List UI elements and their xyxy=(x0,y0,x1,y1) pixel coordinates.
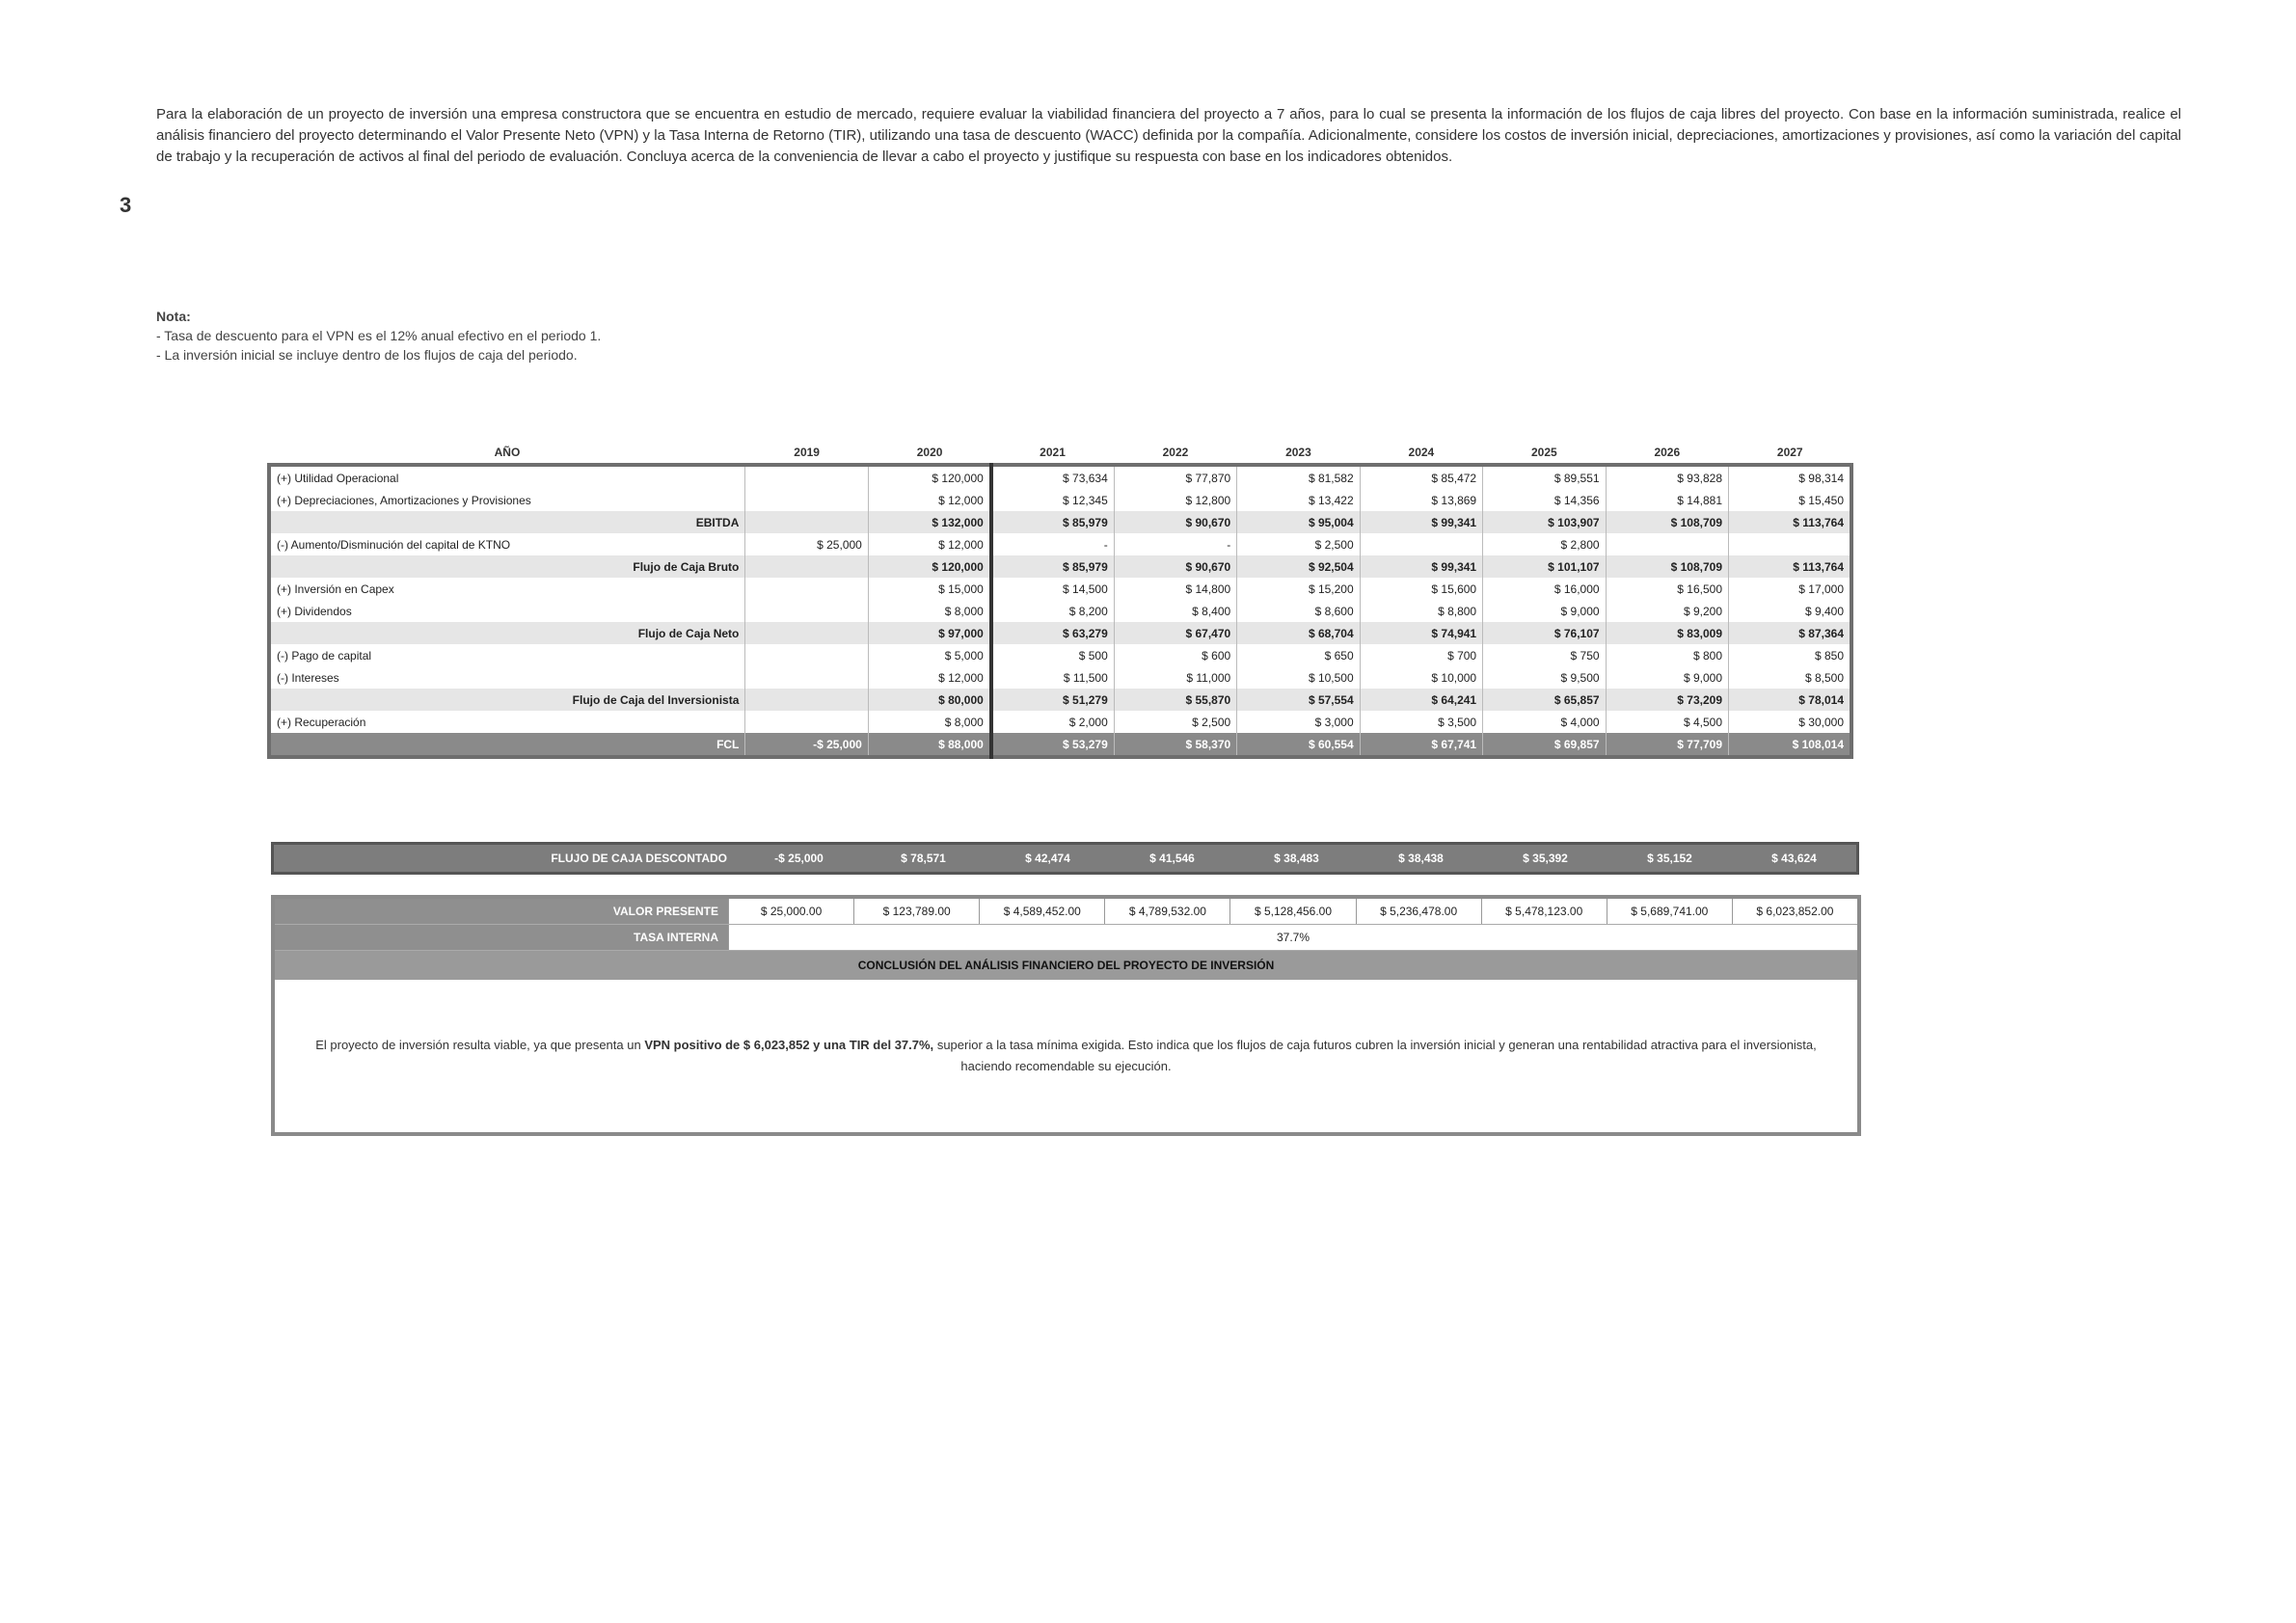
cell-value: $ 10,000 xyxy=(1360,666,1482,689)
cell-value: $ 81,582 xyxy=(1237,465,1360,489)
conclusion-banner: CONCLUSIÓN DEL ANÁLISIS FINANCIERO DEL PROYECTO DE INVERSIÓN xyxy=(275,951,1857,980)
discounted-value: $ 38,438 xyxy=(1398,852,1444,865)
row-label: (+) Depreciaciones, Amortizaciones y Provisiones xyxy=(269,489,745,511)
cell-value: $ 51,279 xyxy=(991,689,1114,711)
cell-value: $ 90,670 xyxy=(1114,555,1236,578)
table-row xyxy=(269,689,1851,711)
cell-2019 xyxy=(745,644,868,666)
cell-value: - xyxy=(1114,533,1236,555)
vpn-label: VALOR PRESENTE xyxy=(275,899,728,924)
cell-value: $ 90,670 xyxy=(1114,511,1236,533)
table-row xyxy=(269,578,1851,600)
row-label: (-) Intereses xyxy=(269,666,745,689)
cell-value: $ 14,881 xyxy=(1606,489,1728,511)
cell-value: $ 57,554 xyxy=(1237,689,1360,711)
cell-value: $ 9,000 xyxy=(1483,600,1606,622)
cell-value: $ 8,400 xyxy=(1114,600,1236,622)
vpn-value: $ 5,478,123.00 xyxy=(1481,899,1607,924)
conclusion-bold: VPN positivo de $ 6,023,852 y una TIR del 37.7%, xyxy=(644,1038,934,1052)
cell-value: $ 78,014 xyxy=(1729,689,1851,711)
cell-value: $ 67,470 xyxy=(1114,622,1236,644)
column-header: 2027 xyxy=(1776,446,1803,459)
cell-2019 xyxy=(745,622,868,644)
column-header: 2020 xyxy=(916,446,943,459)
discounted-value: $ 35,152 xyxy=(1647,852,1692,865)
row-label: Flujo de Caja Neto xyxy=(269,622,745,644)
cell-2020: $ 15,000 xyxy=(868,578,990,600)
cell-value: $ 73,634 xyxy=(991,465,1114,489)
table-row xyxy=(269,489,1851,511)
discounted-cash-flow-row xyxy=(271,842,1859,875)
cell-2019 xyxy=(745,465,868,489)
cell-2019 xyxy=(745,578,868,600)
cell-value: $ 2,000 xyxy=(991,711,1114,733)
cell-value: $ 13,422 xyxy=(1237,489,1360,511)
cell-value: $ 83,009 xyxy=(1606,622,1728,644)
cell-2020: $ 12,000 xyxy=(868,489,990,511)
cell-value: $ 30,000 xyxy=(1729,711,1851,733)
cell-2019 xyxy=(745,711,868,733)
row-label: Flujo de Caja Bruto xyxy=(269,555,745,578)
cell-value: $ 92,504 xyxy=(1237,555,1360,578)
cell-2019 xyxy=(745,600,868,622)
cell-value: $ 14,500 xyxy=(991,578,1114,600)
vpn-value: $ 5,236,478.00 xyxy=(1356,899,1481,924)
cell-value: $ 14,800 xyxy=(1114,578,1236,600)
cell-2020: $ 80,000 xyxy=(868,689,990,711)
cell-value: $ 4,000 xyxy=(1483,711,1606,733)
column-header: AÑO xyxy=(494,446,521,459)
cell-2020: $ 120,000 xyxy=(868,465,990,489)
cell-value: $ 700 xyxy=(1360,644,1482,666)
cell-value: $ 65,857 xyxy=(1483,689,1606,711)
column-header: 2022 xyxy=(1162,446,1189,459)
notes xyxy=(156,307,601,365)
cell-value: $ 12,800 xyxy=(1114,489,1236,511)
table-row xyxy=(269,711,1851,733)
question-number: 3 xyxy=(120,193,132,217)
vpn-value: $ 4,589,452.00 xyxy=(979,899,1104,924)
note-item: - La inversión inicial se incluye dentro de los flujos de caja del periodo. xyxy=(156,347,578,363)
column-header: 2025 xyxy=(1530,446,1557,459)
row-label: (+) Utilidad Operacional xyxy=(269,465,745,489)
row-label: FCL xyxy=(269,733,745,757)
cell-value: $ 15,200 xyxy=(1237,578,1360,600)
cell-value: $ 12,345 xyxy=(991,489,1114,511)
cell-2020: $ 12,000 xyxy=(868,666,990,689)
cell-value: $ 53,279 xyxy=(991,733,1114,757)
tir-value: 37.7% xyxy=(728,925,1857,950)
row-label: (+) Dividendos xyxy=(269,600,745,622)
cell-value: $ 60,554 xyxy=(1237,733,1360,757)
cell-2020: $ 132,000 xyxy=(868,511,990,533)
tir-label: TASA INTERNA xyxy=(275,925,728,950)
cell-value: $ 108,709 xyxy=(1606,555,1728,578)
cell-value: $ 64,241 xyxy=(1360,689,1482,711)
cell-2020: $ 8,000 xyxy=(868,711,990,733)
cell-value: - xyxy=(991,533,1114,555)
notes-title: Nota: xyxy=(156,309,191,324)
cell-value: $ 16,500 xyxy=(1606,578,1728,600)
cell-value xyxy=(1729,533,1851,555)
row-label: Flujo de Caja del Inversionista xyxy=(269,689,745,711)
cell-value: $ 108,014 xyxy=(1729,733,1851,757)
table-row xyxy=(269,622,1851,644)
tir-row xyxy=(275,925,1857,951)
cell-value: $ 85,979 xyxy=(991,555,1114,578)
cell-value: $ 10,500 xyxy=(1237,666,1360,689)
cell-value: $ 9,400 xyxy=(1729,600,1851,622)
cell-value: $ 8,800 xyxy=(1360,600,1482,622)
cell-value: $ 4,500 xyxy=(1606,711,1728,733)
evaluation-box xyxy=(271,895,1861,1136)
cell-value: $ 89,551 xyxy=(1483,465,1606,489)
question-text: Para la elaboración de un proyecto de inversión una empresa constructora que se encuentra en estudio de mercado, requiere evaluar la viabilidad financiera del proyecto a 7 años, para lo cual se presenta la información de los flujos de caja libres del proyecto. Con base en la información suministrada, realice el análisis financiero del proyecto determinando el Valor Presente Neto (VPN) y la Tasa Interna de Retorno (TIR), utilizando una tasa de descuento (WACC) definida por la compañía. Adicionalmente, considere los costos de inversión inicial, depreciaciones, amortizaciones y provisiones, así como la variación del capital de trabajo y la recuperación de activos al final del periodo de evaluación. Concluya acerca de la conveniencia de llevar a cabo el proyecto y justifique su respuesta con base en los indicadores obtenidos. xyxy=(156,106,2181,165)
cell-value: $ 11,500 xyxy=(991,666,1114,689)
cell-value: $ 113,764 xyxy=(1729,555,1851,578)
cell-value: $ 93,828 xyxy=(1606,465,1728,489)
cell-value: $ 9,200 xyxy=(1606,600,1728,622)
conclusion-post: superior a la tasa mínima exigida. Esto indica que los flujos de caja futuros cubren la inversión inicial y generan una rentabilidad atractiva para el inversionista, haciendo recomendable su ejecución. xyxy=(936,1038,1817,1073)
discounted-label: FLUJO DE CAJA DESCONTADO xyxy=(551,852,727,865)
table-header-row xyxy=(269,442,1851,465)
cell-value: $ 16,000 xyxy=(1483,578,1606,600)
cell-value: $ 99,341 xyxy=(1360,511,1482,533)
vpn-value: $ 4,789,532.00 xyxy=(1104,899,1229,924)
column-header: 2026 xyxy=(1654,446,1681,459)
cell-value: $ 77,709 xyxy=(1606,733,1728,757)
row-label: (+) Inversión en Capex xyxy=(269,578,745,600)
cell-value: $ 500 xyxy=(991,644,1114,666)
cell-value: $ 15,600 xyxy=(1360,578,1482,600)
cell-2020: $ 5,000 xyxy=(868,644,990,666)
vpn-value: $ 6,023,852.00 xyxy=(1732,899,1857,924)
cell-value: $ 13,869 xyxy=(1360,489,1482,511)
cell-value: $ 800 xyxy=(1606,644,1728,666)
cell-value: $ 98,314 xyxy=(1729,465,1851,489)
row-label: (+) Recuperación xyxy=(269,711,745,733)
conclusion-text xyxy=(275,980,1857,1132)
cell-value: $ 17,000 xyxy=(1729,578,1851,600)
cell-value: $ 650 xyxy=(1237,644,1360,666)
cell-value: $ 63,279 xyxy=(991,622,1114,644)
cell-value: $ 74,941 xyxy=(1360,622,1482,644)
cell-value: $ 103,907 xyxy=(1483,511,1606,533)
table-row xyxy=(269,533,1851,555)
cell-2019: -$ 25,000 xyxy=(745,733,868,757)
cell-value: $ 850 xyxy=(1729,644,1851,666)
discounted-value: $ 38,483 xyxy=(1274,852,1319,865)
cell-value: $ 55,870 xyxy=(1114,689,1236,711)
cell-value: $ 108,709 xyxy=(1606,511,1728,533)
cell-2020: $ 12,000 xyxy=(868,533,990,555)
cell-value: $ 99,341 xyxy=(1360,555,1482,578)
row-label: (-) Aumento/Disminución del capital de KTNO xyxy=(269,533,745,555)
cell-value: $ 76,107 xyxy=(1483,622,1606,644)
cell-value: $ 8,500 xyxy=(1729,666,1851,689)
cell-value xyxy=(1360,533,1482,555)
table-row xyxy=(269,555,1851,578)
discounted-value: $ 43,624 xyxy=(1771,852,1817,865)
cell-2020: $ 8,000 xyxy=(868,600,990,622)
cell-value: $ 73,209 xyxy=(1606,689,1728,711)
vpn-row xyxy=(275,899,1857,925)
cell-value: $ 14,356 xyxy=(1483,489,1606,511)
vpn-value: $ 123,789.00 xyxy=(853,899,979,924)
column-header: 2021 xyxy=(1040,446,1066,459)
cell-2019 xyxy=(745,689,868,711)
cell-value: $ 87,364 xyxy=(1729,622,1851,644)
cell-value: $ 113,764 xyxy=(1729,511,1851,533)
cell-2019 xyxy=(745,489,868,511)
table-row xyxy=(269,733,1851,757)
cell-value: $ 85,979 xyxy=(991,511,1114,533)
vpn-value: $ 5,128,456.00 xyxy=(1229,899,1355,924)
cell-value: $ 58,370 xyxy=(1114,733,1236,757)
cell-value: $ 600 xyxy=(1114,644,1236,666)
discounted-value: $ 78,571 xyxy=(901,852,946,865)
discounted-value: $ 42,474 xyxy=(1025,852,1070,865)
table-row xyxy=(269,465,1851,489)
column-header: 2023 xyxy=(1285,446,1311,459)
cell-value: $ 77,870 xyxy=(1114,465,1236,489)
cell-value: $ 9,500 xyxy=(1483,666,1606,689)
row-label: (-) Pago de capital xyxy=(269,644,745,666)
cell-value: $ 2,500 xyxy=(1237,533,1360,555)
column-header: 2019 xyxy=(794,446,820,459)
cell-value: $ 9,000 xyxy=(1606,666,1728,689)
cell-2019 xyxy=(745,666,868,689)
cell-value xyxy=(1606,533,1728,555)
cell-value: $ 8,200 xyxy=(991,600,1114,622)
cell-value: $ 11,000 xyxy=(1114,666,1236,689)
discounted-value: -$ 25,000 xyxy=(774,852,824,865)
table-row xyxy=(269,644,1851,666)
cell-value: $ 68,704 xyxy=(1237,622,1360,644)
cell-2020: $ 97,000 xyxy=(868,622,990,644)
table-row xyxy=(269,511,1851,533)
cell-2020: $ 120,000 xyxy=(868,555,990,578)
discounted-value: $ 41,546 xyxy=(1149,852,1195,865)
cell-value: $ 3,500 xyxy=(1360,711,1482,733)
cell-value: $ 8,600 xyxy=(1237,600,1360,622)
cell-value: $ 85,472 xyxy=(1360,465,1482,489)
cell-value: $ 15,450 xyxy=(1729,489,1851,511)
cash-flow-table xyxy=(267,442,1853,759)
conclusion-pre: El proyecto de inversión resulta viable, ya que presenta un xyxy=(315,1038,641,1052)
vpn-value: $ 5,689,741.00 xyxy=(1607,899,1732,924)
note-item: - Tasa de descuento para el VPN es el 12% anual efectivo en el periodo 1. xyxy=(156,328,602,343)
cell-value: $ 3,000 xyxy=(1237,711,1360,733)
cell-value: $ 750 xyxy=(1483,644,1606,666)
cell-value: $ 69,857 xyxy=(1483,733,1606,757)
column-header: 2024 xyxy=(1408,446,1435,459)
cell-value: $ 101,107 xyxy=(1483,555,1606,578)
cell-2019 xyxy=(745,555,868,578)
cell-2019 xyxy=(745,511,868,533)
table-row xyxy=(269,600,1851,622)
vpn-value: $ 25,000.00 xyxy=(728,899,853,924)
cell-2019: $ 25,000 xyxy=(745,533,868,555)
cell-value: $ 95,004 xyxy=(1237,511,1360,533)
discounted-value: $ 35,392 xyxy=(1523,852,1568,865)
table-row xyxy=(269,666,1851,689)
cell-value: $ 67,741 xyxy=(1360,733,1482,757)
cell-2020: $ 88,000 xyxy=(868,733,990,757)
cell-value: $ 2,800 xyxy=(1483,533,1606,555)
row-label: EBITDA xyxy=(269,511,745,533)
cell-value: $ 2,500 xyxy=(1114,711,1236,733)
